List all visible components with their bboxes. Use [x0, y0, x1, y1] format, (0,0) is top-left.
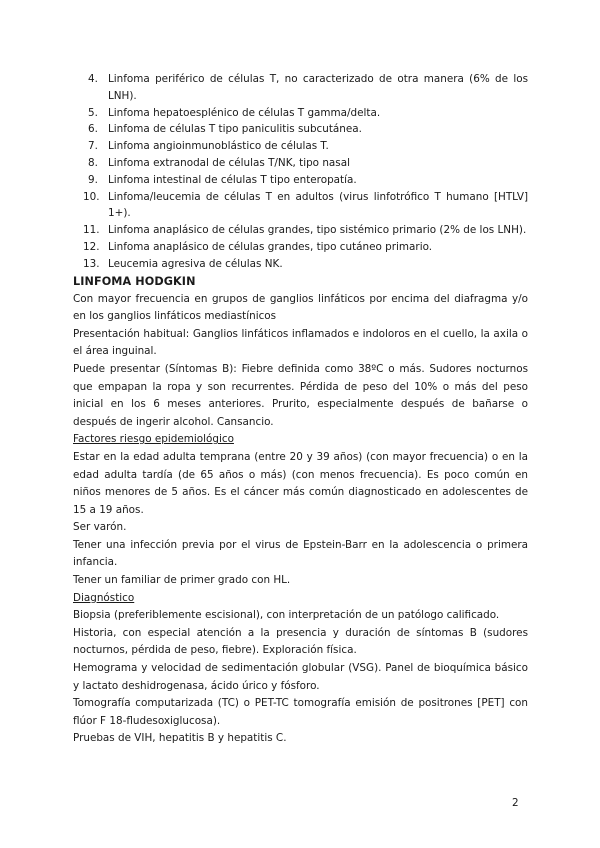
list-item-text: Linfoma anaplásico de células grandes, tipo sistémico primario (2% de los LNH). — [108, 224, 527, 237]
risk-factor-paragraph: Estar en la edad adulta temprana (entre 20 y 39 años) (con mayor frecuencia) o en la edad adulta tardía (de 65 años o más) (con menos frecuencia). Es poco común en niños menores de 5 años. Es el cáncer más común diagnosticado en adolescentes de 15 a 19 años. — [73, 450, 528, 516]
list-item-text: Linfoma anaplásico de células grandes, tipo cutáneo primario. — [108, 240, 433, 253]
list-item — [73, 256, 528, 273]
risk-factor-paragraph: Tener una infección previa por el virus de Epstein-Barr en la adolescencia o primera infancia. — [73, 538, 528, 569]
list-item-text: Linfoma intestinal de células T tipo enteropatía. — [108, 173, 357, 186]
diagnosis-paragraph: Biopsia (preferiblemente escisional), con interpretación de un patólogo calificado. — [73, 609, 500, 622]
list-item — [73, 239, 528, 256]
list-item-text: Linfoma angioinmunoblástico de células T. — [108, 140, 329, 153]
list-item-number: 10. — [83, 190, 100, 203]
list-item-text: Linfoma periférico de células T, no caracterizado de otra manera (6% de los LNH). — [108, 73, 528, 102]
list-item-number: 7. — [88, 140, 98, 153]
risk-factor-paragraph: Tener un familiar de primer grado con HL. — [73, 574, 291, 587]
list-item — [73, 155, 528, 172]
list-item-number: 4. — [88, 73, 98, 85]
list-item-text: Leucemia agresiva de células NK. — [108, 257, 283, 270]
list-item-number: 8. — [88, 156, 98, 169]
list-item-text: Linfoma/leucemia de células T en adultos (virus linfotrófico T humano [HTLV] 1+). — [108, 190, 528, 220]
diagnosis-paragraph: Tomografía computarizada (TC) o PET-TC tomografía emisión de positrones [PET] con flúor F 18-fludesoxiglucosa). — [73, 697, 528, 727]
lymphoma-list — [73, 71, 528, 273]
list-item-number: 12. — [83, 240, 100, 253]
list-item — [73, 71, 528, 105]
document-page — [73, 71, 528, 748]
list-item-text: Linfoma hepatoesplénico de células T gamma/delta. — [108, 106, 381, 119]
list-item-number: 11. — [83, 224, 100, 237]
risk-factor-paragraph: Ser varón. — [73, 521, 127, 534]
list-item-text: Linfoma de células T tipo paniculitis subcutánea. — [108, 123, 362, 136]
list-item — [73, 172, 528, 189]
list-item-text: Linfoma extranodal de células T/NK, tipo nasal — [108, 156, 350, 169]
diagnosis-paragraph: Historia, con especial atención a la presencia y duración de síntomas B (sudores nocturnos, pérdida de peso, fiebre). Exploración física. — [73, 626, 528, 657]
list-item-number: 5. — [88, 106, 98, 119]
page-number: 2 — [512, 797, 519, 809]
list-item — [73, 222, 528, 239]
intro-paragraph: Puede presentar (Síntomas B): Fiebre definida como 38ºC o más. Sudores nocturnos que empapan la ropa y son recurrentes. Pérdida de peso del 10% o más del peso inicial en los 6 meses anteriores. Prurito, especialmente después de bañarse o después de ingerir alcohol. Cansancio. — [73, 362, 528, 428]
list-item — [73, 189, 528, 223]
list-item-number: 6. — [88, 123, 98, 136]
risk-factors-title: Factores riesgo epidemiológico — [73, 433, 234, 446]
section-title: LINFOMA HODGKIN — [73, 274, 196, 288]
list-item — [73, 121, 528, 138]
intro-paragraph: Presentación habitual: Ganglios linfáticos inflamados e indoloros en el cuello, la axila o el área inguinal. — [73, 327, 528, 358]
diagnosis-paragraph: Hemograma y velocidad de sedimentación globular (VSG). Panel de bioquímica básico y lactato deshidrogenasa, ácido úrico y fósforo. — [73, 662, 528, 692]
list-item-number: 9. — [88, 173, 98, 186]
intro-paragraph: Con mayor frecuencia en grupos de ganglios linfáticos por encima del diafragma y/o en los ganglios linfáticos mediastínicos — [73, 292, 528, 323]
diagnosis-title: Diagnóstico — [73, 591, 135, 604]
list-item — [73, 138, 528, 155]
list-item — [73, 105, 528, 122]
diagnosis-paragraph: Pruebas de VIH, hepatitis B y hepatitis C. — [73, 732, 287, 745]
list-item-number: 13. — [83, 257, 100, 270]
